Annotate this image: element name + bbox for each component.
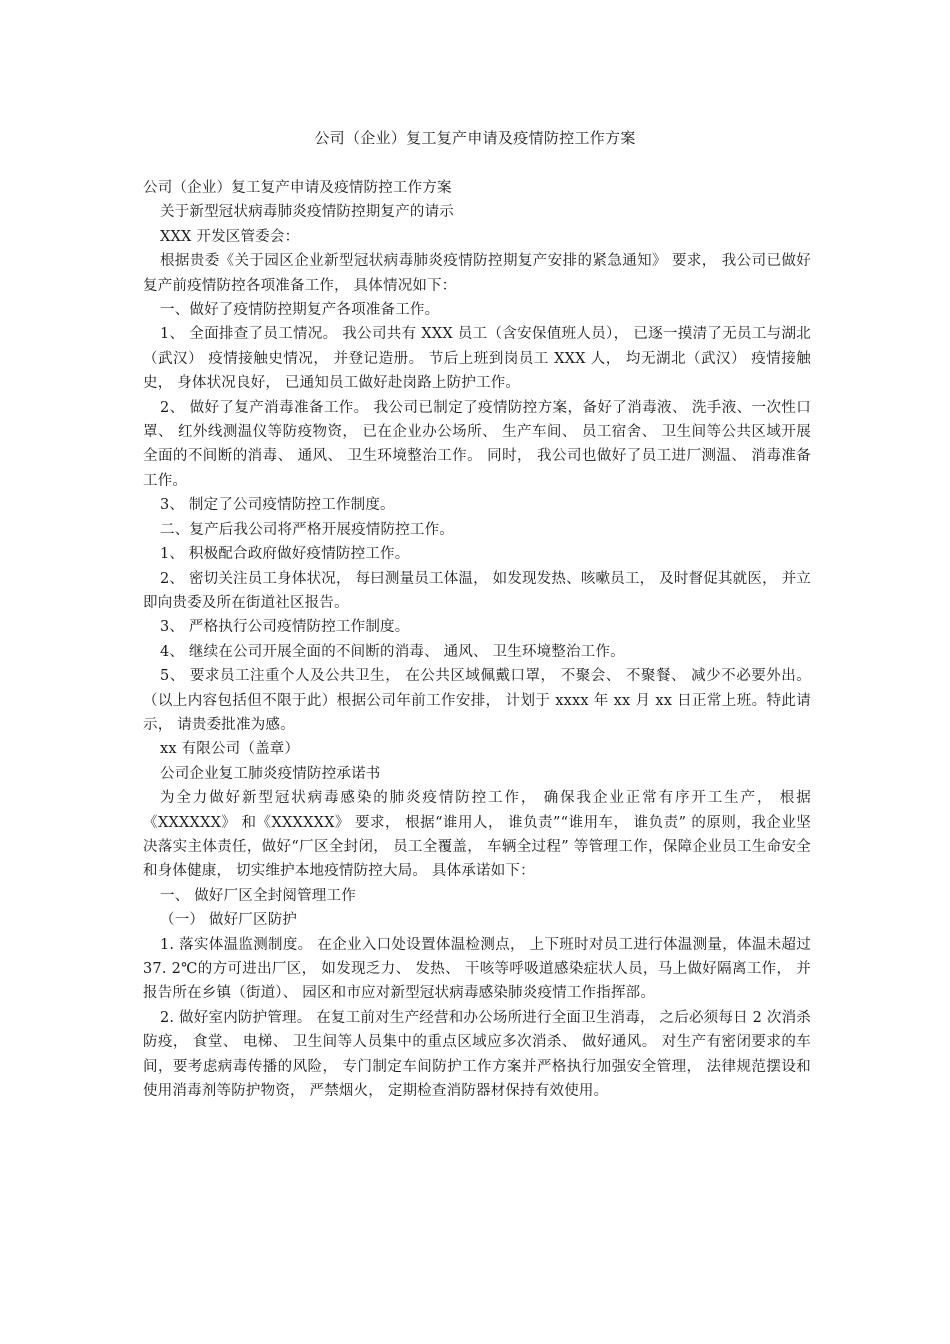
document-paragraph: 1. 落实体温监测制度。 在企业入口处设置体温检测点， 上下班时对员工进行体温测量，体温未超过 37. 2℃的方可进出厂区， 如发现乏力、 发热、 干咳等呼吸道感染症状人员，马上做好隔离工作， 并报告所在乡镇（街道）、 园区和市应对新型冠状病毒感染肺炎疫情工作指挥部。 [143,936,811,1002]
document-paragraph: 根据贵委《关于园区企业新型冠状病毒肺炎疫情防控期复产安排的紧急通知》 要求， 我公司已做好复产前疫情防控各项准备工作， 具体情况如下： [143,253,811,294]
document-title: 公司（企业）复工复产申请及疫情防控工作方案 [314,129,636,147]
document-paragraph: 公司企业复工肺炎疫情防控承诺书 [160,765,381,782]
document-paragraph: 关于新型冠状病毒肺炎疫情防控期复产的请示 [160,204,454,221]
document-paragraph: 2、 做好了复产消毒准备工作。 我公司已制定了疫情防控方案，备好了消毒液、 洗手液、一次性口罩、 红外线测温仪等防疫物资， 已在企业办公场所、 生产车间、 员工宿舍、 卫生间等公共区域开展全面的不间断的消毒、 通风、 卫生环境整治工作。 同时， 我公司也做好了员工进厂测温、 消毒准备工作。 [143,399,811,489]
document-paragraph: （一） 做好厂区防护 [160,912,298,929]
document-paragraph: xx 有限公司（盖章） [160,741,300,758]
document-paragraph: 3、 严格执行公司疫情防控工作制度。 [160,619,410,636]
document-body [143,176,811,1103]
document-paragraph: 4、 继续在公司开展全面的不间断的消毒、 通风、 卫生环境整治工作。 [160,643,625,660]
document-paragraph: 一、 做好厂区全封阅管理工作 [160,887,356,904]
document-paragraph: 1、 积极配合政府做好疫情防控工作。 [160,546,410,563]
document-paragraph: XXX 开发区管委会： [160,228,300,245]
document-paragraph: 1、 全面排查了员工情况。 我公司共有 XXX 员工（含安保值班人员）， 已逐一摸清了无员工与湖北（武汉） 疫情接触史情况， 并登记造册。 节后上班到岗员工 XXX 人， 均无湖北（武汉） 疫情接触史， 身体状况良好， 已通知员工做好赴岗路上防护工作。 [143,326,811,392]
document-paragraph: 2. 做好室内防护管理。 在复工前对生产经营和办公场所进行全面卫生消毒， 之后必须每日 2 次消杀防疫， 食堂、 电梯、 卫生间等人员集中的重点区域应多次消杀、 做好通风。 对生产有密闭要求的车间，要考虑病毒传播的风险， 专门制定车间防护工作方案并严格执行加强安全管理， 法律规范摆设和使用消毒剂等防护物资， 严禁烟火， 定期检查消防器材保持有效使用。 [143,1009,811,1100]
document-paragraph: 3、 制定了公司疫情防控工作制度。 [160,497,395,514]
document-paragraph: 公司（企业）复工复产申请及疫情防控工作方案 [143,180,452,196]
document-paragraph: 2、 密切关注员工身体状况， 每曰测量员工体温， 如发现发热、咳嗽员工， 及时督促其就医， 并立即向贵委及所在街道社区报告。 [143,570,811,611]
document-paragraph: 5、 要求员工注重个人及公共卫生， 在公共区域佩戴口罩， 不聚会、 不聚餐、 减少不必要外出。（以上内容包括但不限于此）根据公司年前工作安排， 计划于 xxxx 年 xx 月 xx 日正常上班。特此请示， 请贵委批准为感。 [143,668,811,733]
document-paragraph: 为全力做好新型冠状病毒感染的肺炎疫情防控工作， 确保我企业正常有序开工生产， 根据《XXXXXX》 和《XXXXXX》 要求， 根据“谁用人， 谁负责”“谁用车， 谁负责” 的原则，我企业坚决落实主体责任，做好“厂区全封闭， 员工全覆盖， 车辆全过程” 等管理工作，保障企业员工生命安全和身体健康， 切实维护本地疫情防控大局。 具体承诺如下： [143,790,811,880]
document-paragraph: 一、做好了疫情防控期复产各项准备工作。 [160,302,440,319]
document-paragraph: 二、复产后我公司将严格开展疫情防控工作。 [160,521,454,538]
